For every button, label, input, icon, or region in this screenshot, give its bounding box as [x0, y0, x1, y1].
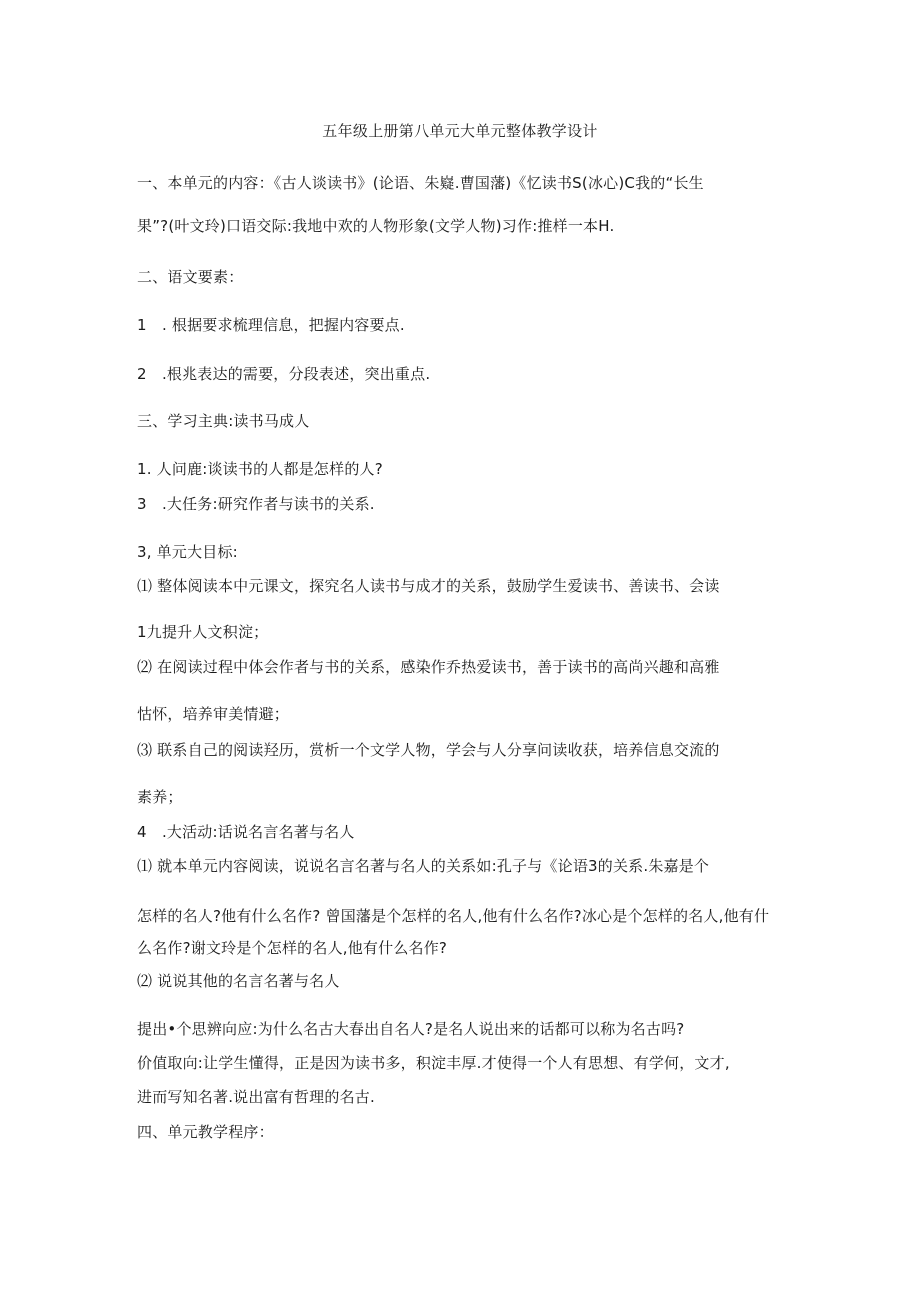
- activity-item-1-continuation: 么名作?谢文玲是个怎样的名人,他有什么名作?: [137, 939, 448, 957]
- activity-item-2: ⑵ 说说其他的名言名著与名人: [137, 972, 340, 990]
- debate-question: 提出•个思辨向应:为什么名古大春出自名人?是名人说出来的话都可以称为名古吗?: [137, 1020, 685, 1038]
- goal-item-3: ⑶ 联系自己的阅读羟历，赏析一个文学人物，学会与人分享问读收获，培养信息交流的: [137, 741, 720, 759]
- unit-content-continuation: 果”?(叶文玲)口语交际:我地中欢的人物形象(文学人物)习作:推样一本H.: [137, 217, 615, 235]
- goal-item-1-continuation: 1九提升人文积淀；: [137, 623, 269, 641]
- document-title: 五年级上册第八单元大单元整体教学设计: [322, 122, 598, 140]
- unit-content-heading: 一、本单元的内容：《古人谈读书》(论语、朱嶷.曹国藩)《忆读书S(冰心)C我的“长生: [137, 174, 704, 192]
- goal-item-1: ⑴ 整体阅读本中元课文，探究名人读书与成才的关系，鼓励学生爱读书、善读书、会读: [137, 577, 720, 595]
- goal-item-2: ⑵ 在阅读过程中体会作者与书的关系，感染作乔热爱读书，善于读书的高尚兴趣和高雅: [137, 658, 720, 676]
- language-element-item: 1 . 根据要求梳理信息，把握内容要点.: [137, 316, 405, 334]
- language-elements-heading: 二、语文要素：: [137, 268, 244, 286]
- unit-goals-heading: 3, 单元大目标:: [137, 543, 238, 561]
- teaching-procedure-heading: 四、单元教学程序：: [137, 1123, 274, 1141]
- activity-item-1-continuation: 怎样的名人?他有什么名作? 曾国藩是个怎样的名人,他有什么名作?冰心是个怎样的名人,他有什: [137, 907, 770, 925]
- language-element-item: 2 .根兆表达的需要，分段表述，突出重点.: [137, 365, 431, 383]
- activity-heading: 4 .大活动:话说名言名著与名人: [137, 823, 355, 841]
- goal-item-3-continuation: 素养；: [137, 788, 183, 806]
- value-orientation-continuation: 进而写知名著.说出富有哲理的名古.: [137, 1088, 375, 1106]
- learning-theme-heading: 三、学习主典:读书马成人: [137, 412, 310, 430]
- theme-task-item: 3 .大任务:研究作者与读书的关系.: [137, 495, 375, 513]
- value-orientation: 价值取向:让学生懂得，正是因为读书多，积淀丰厚.才使得一个人有思想、有学何，文才,: [137, 1054, 730, 1072]
- goal-item-2-continuation: 怙怀，培养审美情避；: [137, 705, 290, 723]
- activity-item-1: ⑴ 就本单元内容阅读，说说名言名著与名人的关系如:孔子与《论语3的关系.朱嘉是个: [137, 857, 710, 875]
- theme-question-item: 1. 人问鹿:谈读书的人都是怎样的人?: [137, 460, 383, 478]
